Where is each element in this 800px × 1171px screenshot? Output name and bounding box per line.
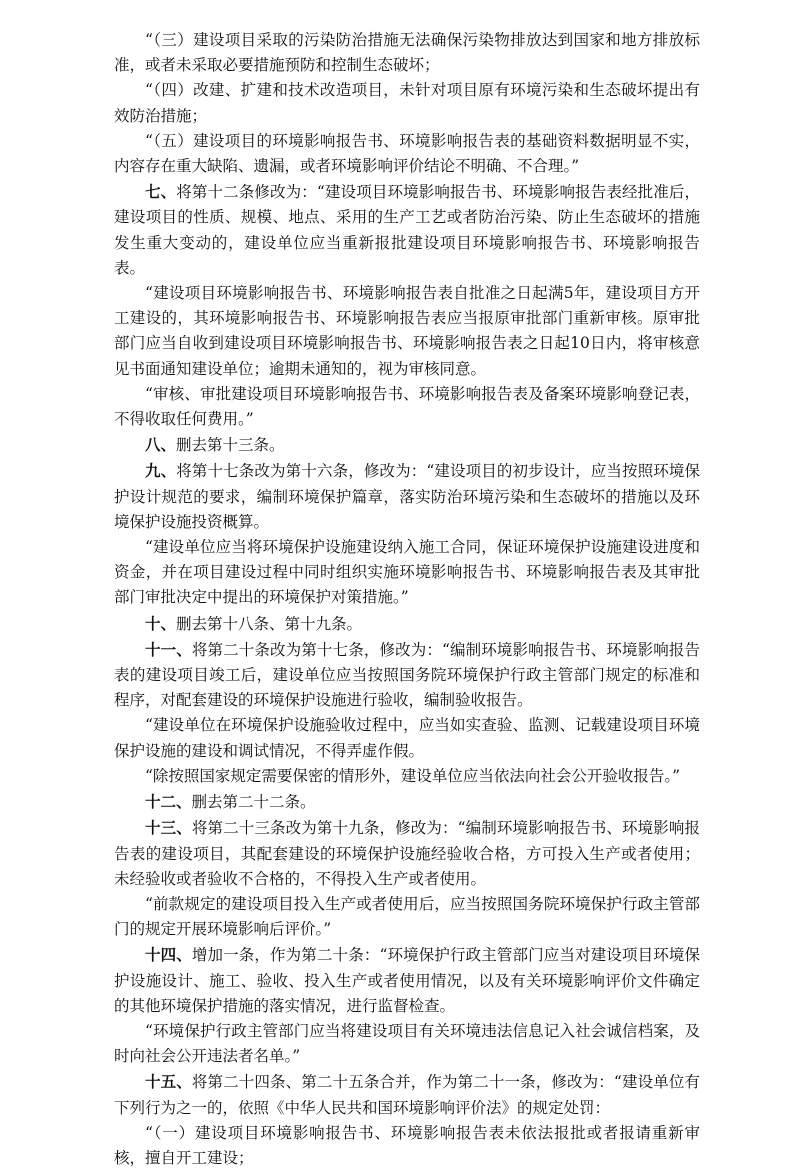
paragraph-text: “建设项目环境影响报告书、环境影响报告表自批准之日起满5年，建设项目方开工建设的，其环境影响报告书、环境影响报告表应当报原审批部门重新审核。原审批部门应当自收到建设项目环境影响报告书、环境影响报告表之日起10日内，将审核意见书面通知建设单位；逾期未通知的，视为审核同意。: [114, 284, 700, 378]
article-paragraph: [114, 637, 700, 714]
body-paragraph: [114, 129, 700, 179]
paragraph-text: 将第十二条修改为：“建设项目环境影响报告书、环境影响报告表经批准后，建设项目的性质、规模、地点、采用的生产工艺或者防治污染、防止生态破坏的措施发生重大变动的，建设单位应当重新报批建设项目环境影响报告书、环境影响报告表。: [114, 183, 700, 277]
item-number: 七、: [145, 182, 177, 202]
body-paragraph: [114, 892, 700, 942]
paragraph-text: 将第二十四条、第二十五条合并，作为第二十一条，修改为：“建设单位有下列行为之一的，依照《中华人民共和国环境影响评价法》的规定处罚：: [114, 1073, 700, 1117]
article-paragraph: [114, 179, 700, 281]
paragraph-text: 删去第十三条。: [176, 436, 285, 455]
paragraph-text: 将第十七条改为第十六条，修改为：“建设项目的初步设计，应当按照环境保护设计规范的要求，编制环境保护篇章，落实防治环境污染和生态破坏的措施以及环境保护设施投资概算。: [114, 462, 700, 531]
body-paragraph: [114, 713, 700, 763]
body-paragraph: [114, 1019, 700, 1069]
paragraph-text: 将第二十三条改为第十九条，修改为：“编制环境影响报告书、环境影响报告表的建设项目，其配套建设的环境保护设施经验收合格，方可投入生产或者使用；未经验收或者验收不合格的，不得投入生产或者使用。: [114, 819, 700, 888]
paragraph-text: 删去第十八条、第十九条。: [176, 614, 363, 633]
body-paragraph: [114, 764, 700, 789]
item-number: 十五、: [145, 1072, 192, 1092]
body-paragraph: [114, 281, 700, 382]
body-paragraph: [114, 28, 700, 78]
paragraph-text: “（一）建设项目环境影响报告书、环境影响报告表未依法报批或者报请重新审核，擅自开工建设；: [114, 1123, 700, 1167]
article-paragraph: [114, 1069, 700, 1120]
article-paragraph: [114, 942, 700, 1019]
article-paragraph: [114, 458, 700, 535]
article-paragraph: [114, 432, 700, 458]
item-number: 十一、: [145, 639, 192, 659]
article-paragraph: [114, 611, 700, 637]
body-paragraph: [114, 1121, 700, 1171]
paragraph-text: “建设单位应当将环境保护设施建设纳入施工合同，保证环境保护设施建设进度和资金，并在项目建设过程中同时组织实施环境影响报告书、环境影响报告表及其审批部门审批决定中提出的环境保护对策措施。”: [114, 538, 700, 607]
item-number: 十三、: [145, 818, 192, 838]
item-number: 十、: [145, 613, 177, 633]
paragraph-text: “前款规定的建设项目投入生产或者使用后，应当按照国务院环境保护行政主管部门的规定开展环境影响后评价。”: [114, 894, 700, 939]
paragraph-text: “建设单位在环境保护设施验收过程中，应当如实查验、监测、记载建设项目环境保护设施的建设和调试情况，不得弄虚作假。: [114, 716, 700, 760]
article-paragraph: [114, 789, 700, 815]
item-number: 十二、: [145, 792, 192, 812]
paragraph-text: “（五）建设项目的环境影响报告书、环境影响报告表的基础资料数据明显不实，内容存在重大缺陷、遗漏，或者环境影响评价结论不明确、不合理。”: [114, 131, 700, 176]
article-paragraph: [114, 815, 700, 892]
paragraph-text: “审核、审批建设项目环境影响报告书、环境影响报告表及备案环境影响登记表，不得收取任何费用。”: [114, 384, 700, 429]
body-paragraph: [114, 78, 700, 128]
paragraph-text: 将第二十条改为第十七条，修改为：“编制环境影响报告书、环境影响报告表的建设项目竣工后，建设单位应当按照国务院环境保护行政主管部门规定的标准和程序，对配套建设的环境保护设施进行验收，编制验收报告。: [114, 640, 700, 710]
item-number: 八、: [145, 435, 177, 455]
paragraph-text: 删去第二十二条。: [191, 793, 316, 812]
body-paragraph: [114, 535, 700, 611]
body-paragraph: [114, 382, 700, 432]
paragraph-text: “（四）改建、扩建和技术改造项目，未针对项目原有环境污染和生态破坏提出有效防治措施；: [114, 81, 700, 125]
paragraph-text: “环境保护行政主管部门应当将建设项目有关环境违法信息记入社会诚信档案，及时向社会公开违法者名单。”: [114, 1021, 700, 1066]
item-number: 九、: [145, 461, 177, 481]
paragraph-text: “除按照国家规定需要保密的情形外，建设单位应当依法向社会公开验收报告。”: [145, 766, 681, 785]
item-number: 十四、: [145, 945, 192, 965]
paragraph-text: 增加一条，作为第二十条：“环境保护行政主管部门应当对建设项目环境保护设施设计、施工、验收、投入生产或者使用情况，以及有关环境影响评价文件确定的其他环境保护措施的落实情况，进行监督检查。: [114, 946, 700, 1015]
paragraph-text: “（三）建设项目采取的污染防治措施无法确保污染物排放达到国家和地方排放标准，或者未采取必要措施预防和控制生态破坏；: [114, 31, 700, 75]
